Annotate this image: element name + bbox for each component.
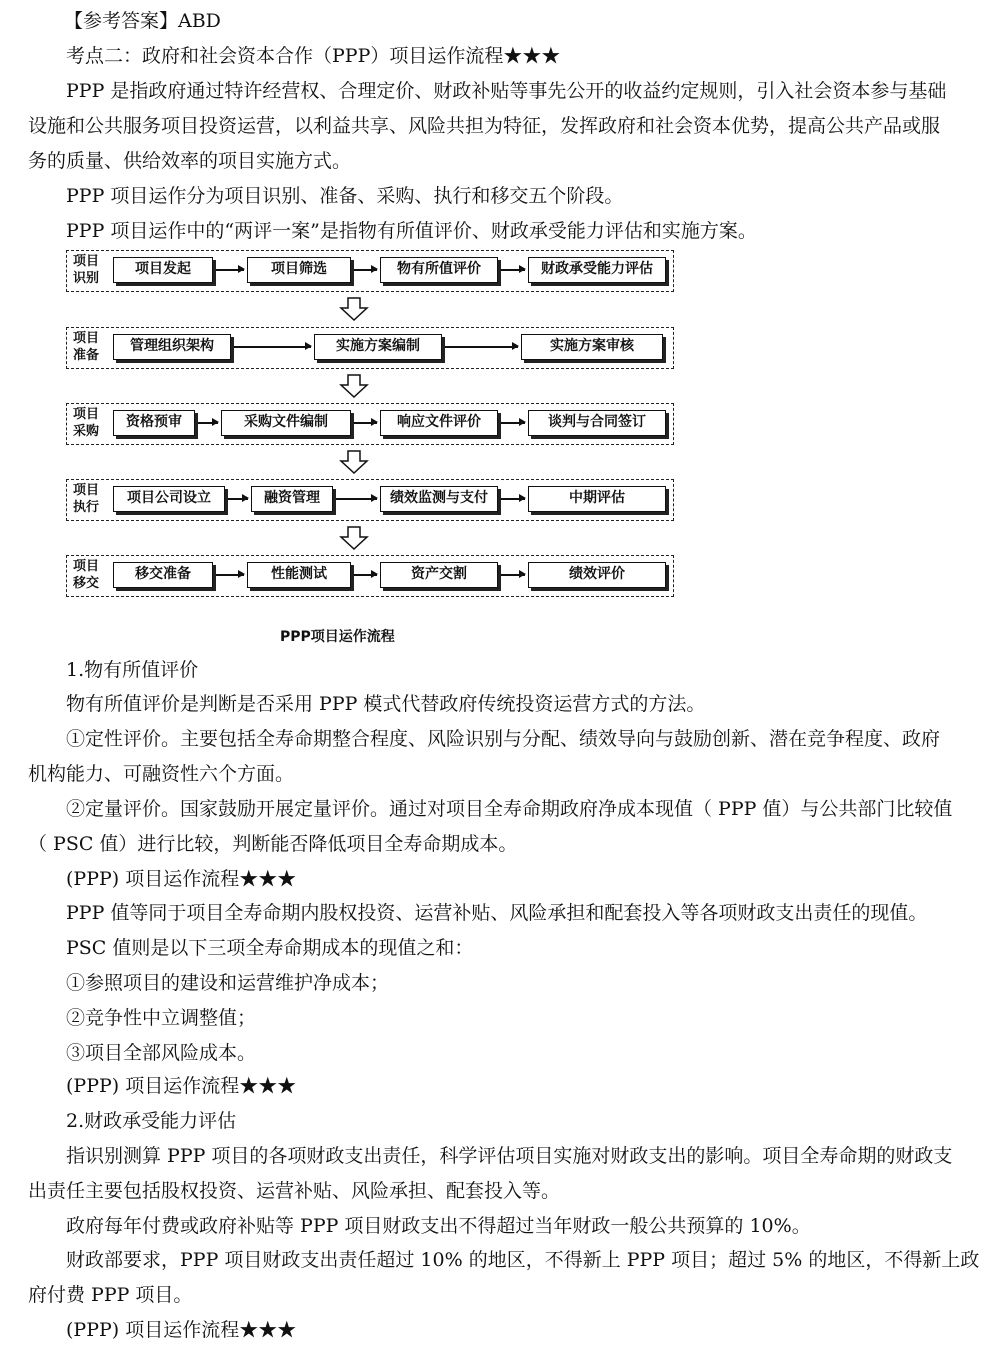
stage-label: 项目 识别 [73, 254, 100, 286]
vfm-qualitative-1: ①定性评价。主要包括全寿命期整合程度、风险识别与分配、绩效导向与鼓励创新、潜在竞争程度、政府 [66, 728, 941, 750]
stage-identification [66, 250, 674, 292]
flow-step: 绩效评价 [528, 562, 666, 588]
flow-arrow [198, 422, 218, 424]
flow-step: 性能测试 [247, 562, 351, 588]
stages-text: PPP 项目运作分为项目识别、准备、采购、执行和移交五个阶段。 [66, 185, 624, 207]
section-title: 考点二：政府和社会资本合作（PPP）项目运作流程★★★ [66, 45, 561, 67]
flow-arrow [216, 574, 244, 576]
flow-arrow [501, 269, 525, 271]
flow-arrow [354, 269, 377, 271]
stage-procurement [66, 403, 674, 445]
vfm-quantitative-1: ②定量评价。国家鼓励开展定量评价。通过对项目全寿命期政府净成本现值（ PPP 值）与公共部门比较值 [66, 798, 953, 820]
flow-step: 资产交割 [380, 562, 498, 588]
intro-line-3: 务的质量、供给效率的项目实施方式。 [28, 150, 352, 172]
vfm-heading: 1.物有所值评价 [66, 659, 199, 681]
stage-handover [66, 555, 674, 597]
flow-step: 项目公司设立 [113, 486, 225, 512]
ppp-value-text: PPP 值等同于项目全寿命期内股权投资、运营补贴、风险承担和配套投入等各项财政支出责任的现值。 [66, 902, 928, 924]
flow-step: 响应文件评价 [380, 410, 498, 436]
stage-preparation [66, 327, 674, 369]
tag-line: (PPP) 项目运作流程★★★ [66, 1075, 297, 1097]
fiscal-definition-1: 指识别测算 PPP 项目的各项财政支出责任，科学评估项目实施对财政支出的影响。项目全寿命期的财政支 [66, 1145, 953, 1167]
vfm-definition: 物有所值评价是判断是否采用 PPP 模式代替政府传统投资运营方式的方法。 [66, 693, 706, 715]
flow-arrow [501, 498, 525, 500]
stage-execution [66, 479, 674, 521]
intro-line-2: 设施和公共服务项目投资运营，以利益共享、风险共担为特征，发挥政府和社会资本优势，提高公共产品或服 [28, 115, 941, 137]
answer-line: 【参考答案】ABD [64, 10, 221, 32]
flow-step: 融资管理 [251, 486, 333, 512]
flow-arrow [354, 422, 377, 424]
flow-step: 资格预审 [113, 410, 195, 436]
flow-arrow [216, 269, 244, 271]
fiscal-heading: 2.财政承受能力评估 [66, 1110, 237, 1132]
vfm-qualitative-2: 机构能力、可融资性六个方面。 [28, 763, 295, 785]
flow-arrow [336, 498, 377, 500]
flow-step: 项目发起 [113, 257, 213, 283]
flow-step: 实施方案编制 [314, 334, 442, 360]
flow-step: 实施方案审核 [521, 334, 663, 360]
flow-step: 中期评估 [528, 486, 666, 512]
stage-label: 项目 采购 [73, 407, 100, 439]
flow-arrow [234, 346, 311, 348]
flow-step: 管理组织架构 [113, 334, 231, 360]
flow-step: 财政承受能力评估 [528, 257, 666, 283]
flow-arrow [501, 422, 525, 424]
flow-arrow [354, 574, 377, 576]
flow-step: 物有所值评价 [380, 257, 498, 283]
flow-step: 移交准备 [113, 562, 213, 588]
stage-label: 项目 准备 [73, 331, 100, 363]
tag-line: (PPP) 项目运作流程★★★ [66, 868, 297, 890]
flow-arrow [445, 346, 518, 348]
fiscal-requirement-1: 财政部要求，PPP 项目财政支出责任超过 10% 的地区，不得新上 PPP 项目；超过 5% 的地区，不得新上政 [66, 1249, 980, 1271]
down-arrow-icon [339, 297, 369, 321]
down-arrow-icon [339, 450, 369, 474]
diagram-caption: PPP项目运作流程 [280, 629, 395, 645]
vfm-quantitative-2: （ PSC 值）进行比较，判断能否降低项目全寿命期成本。 [28, 833, 518, 855]
flow-step: 项目筛选 [247, 257, 351, 283]
stage-label: 项目 执行 [73, 483, 100, 515]
psc-item: ②竞争性中立调整值； [66, 1007, 257, 1029]
flow-arrow [228, 498, 248, 500]
fiscal-definition-2: 出责任主要包括股权投资、运营补贴、风险承担、配套投入等。 [28, 1180, 561, 1202]
down-arrow-icon [339, 526, 369, 550]
psc-item: ③项目全部风险成本。 [66, 1042, 257, 1064]
psc-item: ①参照项目的建设和运营维护净成本； [66, 972, 390, 994]
fiscal-limit: 政府每年付费或政府补贴等 PPP 项目财政支出不得超过当年财政一般公共预算的 10%。 [66, 1215, 811, 1237]
flow-arrow [501, 574, 525, 576]
flow-step: 采购文件编制 [221, 410, 351, 436]
flow-step: 绩效监测与支付 [380, 486, 498, 512]
stage-label: 项目 移交 [73, 559, 100, 591]
intro-line-1: PPP 是指政府通过特许经营权、合理定价、财政补贴等事先公开的收益约定规则，引入社会资本参与基础 [66, 80, 947, 102]
fiscal-requirement-2: 府付费 PPP 项目。 [28, 1284, 193, 1306]
tag-line: (PPP) 项目运作流程★★★ [66, 1319, 297, 1341]
flow-step: 谈判与合同签订 [528, 410, 666, 436]
down-arrow-icon [339, 374, 369, 398]
two-eval-text: PPP 项目运作中的“两评一案”是指物有所值评价、财政承受能力评估和实施方案。 [66, 220, 757, 242]
psc-value-text: PSC 值则是以下三项全寿命期成本的现值之和： [66, 937, 474, 959]
